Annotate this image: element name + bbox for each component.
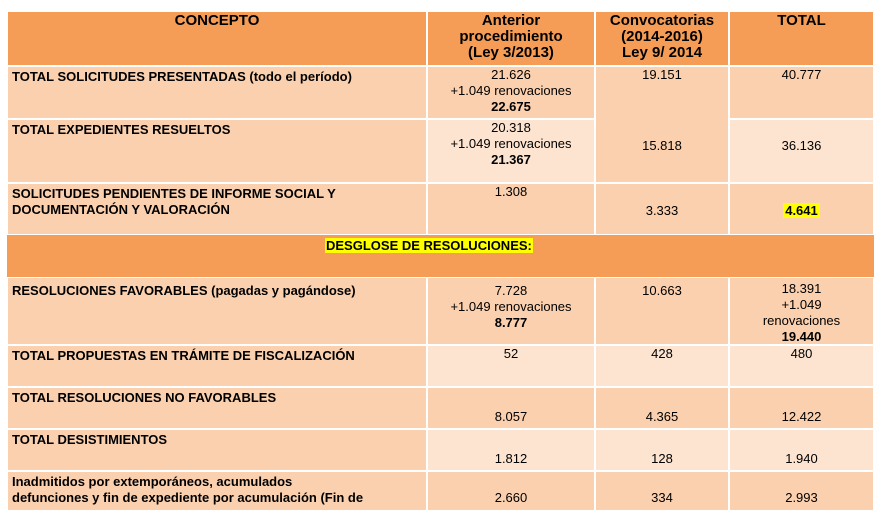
desglose-title: DESGLOSE DE RESOLUCIONES:: [326, 238, 532, 253]
resolutions-table: [7, 0, 874, 505]
table-row-desistimientos: [7, 429, 874, 471]
anterior-desistimientos-value: 1.812: [494, 451, 528, 466]
total-favorables-total: 19.440: [781, 329, 822, 344]
desglose-band: [7, 235, 874, 277]
total-propuestas: 480: [729, 345, 874, 387]
concept-propuestas: TOTAL PROPUESTAS EN TRÁMITE DE FISCALIZACIÓN: [7, 345, 427, 387]
total-no-favorables: [729, 387, 874, 429]
total-favorables-base: 18.391: [781, 281, 822, 296]
table-row-favorables: [7, 277, 874, 345]
total-desistimientos: [729, 429, 874, 471]
header-total-text: TOTAL: [777, 12, 826, 29]
header-row: [7, 11, 874, 66]
anterior-favorables-total: 8.777: [494, 315, 528, 330]
header-conv-line2: (2014-2016): [621, 28, 703, 45]
anterior-solicitudes-total: 22.675: [491, 99, 531, 114]
header-anterior-line1: Anterior: [481, 12, 541, 29]
anterior-no-favorables-value: 8.057: [494, 409, 528, 424]
anterior-resueltos-renov: +1.049 renovaciones: [450, 136, 572, 151]
table-row-no-favorables: [7, 387, 874, 429]
concept-pendientes-line2: DOCUMENTACIÓN Y VALORACIÓN: [12, 202, 230, 217]
concept-desistimientos: TOTAL DESISTIMIENTOS: [7, 429, 427, 471]
conv-propuestas: 428: [595, 345, 729, 387]
conv-pendientes-value: 3.333: [645, 203, 679, 218]
conv-inadmitidos-value: 334: [651, 490, 673, 505]
concept-inadmitidos-line1: Inadmitidos por extemporáneos, acumulados: [12, 474, 293, 489]
total-resueltos: [729, 119, 874, 183]
conv-desistimientos-value: 128: [651, 451, 673, 466]
table-row-inadmitidos: [7, 471, 874, 511]
conv-pendientes: [595, 183, 729, 235]
anterior-pendientes: 1.308: [427, 183, 595, 235]
anterior-solicitudes: [427, 66, 595, 119]
total-inadmitidos-value: 2.993: [785, 490, 818, 505]
anterior-solicitudes-renov: +1.049 renovaciones: [450, 83, 572, 98]
concept-inadmitidos: [7, 471, 427, 511]
header-anterior: [427, 11, 595, 66]
total-pendientes-highlight: 4.641: [785, 203, 818, 218]
header-anterior-line3: (Ley 3/2013): [468, 44, 554, 61]
conv-resueltos-value: 15.818: [642, 138, 682, 153]
anterior-resueltos-base: 20.318: [491, 120, 531, 135]
concept-pendientes-line1: SOLICITUDES PENDIENTES DE INFORME SOCIAL Y: [12, 186, 336, 201]
concept-no-favorables: TOTAL RESOLUCIONES NO FAVORABLES: [7, 387, 427, 429]
conv-solicitudes-value: 19.151: [642, 67, 682, 82]
total-favorables-renov-count: +1.049: [781, 297, 822, 312]
concept-favorables: RESOLUCIONES FAVORABLES (pagadas y pagándose): [7, 277, 427, 345]
header-conv-line3: Ley 9/ 2014: [621, 44, 703, 61]
total-inadmitidos: [729, 471, 874, 511]
conv-desistimientos: [595, 429, 729, 471]
anterior-favorables: [427, 277, 595, 345]
total-solicitudes: 40.777: [729, 66, 874, 119]
concept-inadmitidos-line2: defunciones y fin de expediente por acumulación (Fin de: [12, 490, 364, 505]
anterior-inadmitidos: [427, 471, 595, 511]
conv-favorables: 10.663: [595, 277, 729, 345]
header-concepto: [7, 11, 427, 66]
total-desistimientos-value: 1.940: [785, 451, 818, 466]
table-row-pendientes: [7, 183, 874, 235]
conv-resueltos-spacer: [595, 119, 729, 183]
anterior-propuestas: 52: [427, 345, 595, 387]
anterior-solicitudes-base: 21.626: [491, 67, 531, 82]
table-row-resueltos: [7, 119, 874, 183]
anterior-inadmitidos-value: 2.660: [494, 490, 528, 505]
conv-inadmitidos: [595, 471, 729, 511]
anterior-resueltos-total: 21.367: [491, 152, 531, 167]
total-no-favorables-value: 12.422: [781, 409, 822, 424]
total-favorables: [729, 277, 874, 345]
total-favorables-renov-label: renovaciones: [762, 313, 841, 328]
header-conv-line1: Convocatorias: [609, 12, 715, 29]
header-convocatorias: [595, 11, 729, 66]
anterior-favorables-renov: +1.049 renovaciones: [450, 299, 572, 314]
concept-resueltos: TOTAL EXPEDIENTES RESUELTOS: [7, 119, 427, 183]
conv-no-favorables: [595, 387, 729, 429]
anterior-no-favorables: [427, 387, 595, 429]
header-anterior-line2: procedimiento: [459, 28, 563, 45]
header-concepto-text: CONCEPTO: [174, 12, 260, 29]
anterior-resueltos: [427, 119, 595, 183]
concept-pendientes: [7, 183, 427, 235]
total-pendientes: [729, 183, 874, 235]
header-total: [729, 11, 874, 66]
concept-solicitudes: TOTAL SOLICITUDES PRESENTADAS (todo el período): [7, 66, 427, 119]
anterior-favorables-base: 7.728: [494, 283, 528, 298]
table-row-propuestas: [7, 345, 874, 387]
anterior-desistimientos: [427, 429, 595, 471]
total-resueltos-value: 36.136: [781, 138, 822, 153]
conv-no-favorables-value: 4.365: [645, 409, 679, 424]
